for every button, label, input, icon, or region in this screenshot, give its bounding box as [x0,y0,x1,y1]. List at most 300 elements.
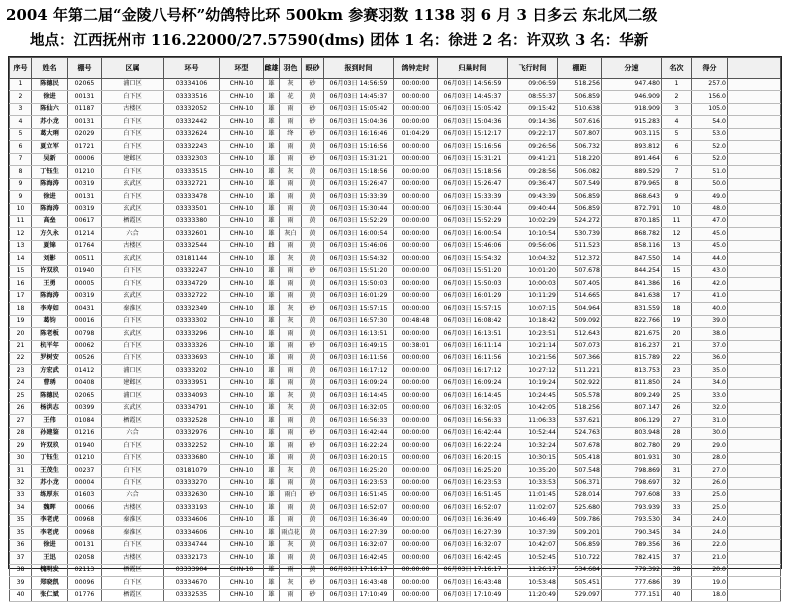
table-cell: 22.0 [692,539,728,551]
table-cell: 06月03日 16:17:12 [438,365,508,377]
table-cell: 陈老板 [32,328,68,340]
table-row [10,427,781,439]
table-cell: 29.0 [692,440,728,452]
table-cell: 06月03日 16:13:51 [324,328,394,340]
table-cell: CHN-10 [220,191,264,203]
table-cell: 03333302 [164,315,220,327]
table-cell: 47.0 [692,215,728,227]
table-cell: 02058 [68,552,102,564]
table-cell: 玄武区 [102,253,164,265]
table-cell: 秦淮区 [102,303,164,315]
table-cell: 868.782 [602,228,662,240]
table-cell: 雄 [264,191,280,203]
table-cell: 灰 [280,465,302,477]
table-cell: 雄 [264,440,280,452]
table-row [10,265,781,277]
table-cell: 11:20:49 [508,589,558,601]
table-cell: 00526 [68,352,102,364]
table-cell: 砂 [302,340,324,352]
table-cell: 44.0 [692,253,728,265]
table-cell: 00131 [68,539,102,551]
table-cell: 507.807 [558,128,602,140]
table-cell: 10:32:24 [508,440,558,452]
table-cell: 00968 [68,527,102,539]
table-cell: 03332976 [164,427,220,439]
table-cell: 798.697 [602,477,662,489]
table-cell: 雨 [280,116,302,128]
table-cell: 45.0 [692,228,728,240]
table-cell: 苏小龙 [32,116,68,128]
table-cell: 雨 [280,589,302,601]
table-cell: 雄 [264,290,280,302]
table-cell: 03332243 [164,141,220,153]
table-cell: 00:00:00 [394,402,438,414]
table-cell: 雨 [280,564,302,576]
table-cell: 00:00:00 [394,427,438,439]
table-cell: 罗树安 [32,352,68,364]
table-cell: CHN-10 [220,141,264,153]
table-cell: 06月03日 15:05:42 [324,103,394,115]
table-row [10,589,781,601]
table-row [10,489,781,501]
table-cell: 10:30:15 [508,452,558,464]
table-cell: 31.0 [692,415,728,427]
table-cell: 27 [662,415,692,427]
table-cell: 06月03日 16:25:20 [438,465,508,477]
table-row [10,564,781,576]
table-cell: 20 [10,328,32,340]
table-cell: CHN-10 [220,240,264,252]
table-cell: 879.965 [602,178,662,190]
table-cell: 32.0 [692,402,728,414]
table-cell: 54.0 [692,116,728,128]
table-cell: 00:00:00 [394,191,438,203]
table-cell: 21 [662,340,692,352]
table-cell: 156.0 [692,91,728,103]
table-cell: 03333193 [164,502,220,514]
table-cell: 509.201 [558,527,602,539]
table-cell: 10:10:54 [508,228,558,240]
table-cell: 00:00:00 [394,577,438,589]
table-cell: 03332630 [164,489,220,501]
table-cell: 48.0 [692,203,728,215]
table-cell: 505.451 [558,577,602,589]
table-cell: 00004 [68,477,102,489]
table-cell: 03333326 [164,340,220,352]
table-cell: 03333380 [164,215,220,227]
table-cell: 雄 [264,228,280,240]
table-row [10,577,781,589]
table-cell: 03333202 [164,365,220,377]
column-header: 鸽钟走时 [394,58,438,79]
table-cell: 00:00:00 [394,352,438,364]
table-cell: 09:41:21 [508,153,558,165]
table-cell: 06月03日 14:45:37 [324,91,394,103]
table-cell: 831.559 [602,303,662,315]
table-cell: 白下区 [102,452,164,464]
table-cell: 徐进 [32,539,68,551]
table-cell: 03333951 [164,377,220,389]
table-row [10,91,781,103]
table-cell: 01721 [68,141,102,153]
table-cell: 06月03日 16:42:45 [438,552,508,564]
table-cell: 01940 [68,440,102,452]
table-cell: 00016 [68,315,102,327]
table-cell: 45.0 [692,240,728,252]
table-cell: 秦淮区 [102,514,164,526]
table-cell: 518.256 [558,79,602,91]
table-cell: 10:19:24 [508,377,558,389]
table-cell: 09:56:06 [508,240,558,252]
table-cell: 36 [10,539,32,551]
table-cell: 03332535 [164,589,220,601]
table-cell: 507.549 [558,178,602,190]
table-row [10,477,781,489]
table-row [10,278,781,290]
table-cell: 雨 [280,328,302,340]
table-row [10,340,781,352]
table-cell: 822.766 [602,315,662,327]
table-cell: 1 [10,79,32,91]
table-cell: 29 [10,440,32,452]
table-cell: 09:14:36 [508,116,558,128]
table-cell: 2 [10,91,32,103]
table-cell: 00131 [68,91,102,103]
table-cell: 33 [662,502,692,514]
table-cell: 816.237 [602,340,662,352]
table-cell: 06月03日 16:08:42 [438,315,508,327]
table-cell: 雄 [264,377,280,389]
table-cell: 53.0 [692,128,728,140]
table-cell: 02065 [68,390,102,402]
table-cell: 06月03日 15:33:39 [438,191,508,203]
table-cell: 雄 [264,427,280,439]
table-cell: 06月03日 16:56:33 [324,415,394,427]
table-cell: 黄 [302,402,324,414]
table-cell: 50.0 [692,178,728,190]
table-cell: 03332349 [164,303,220,315]
table-cell: 30 [10,452,32,464]
table-cell: CHN-10 [220,228,264,240]
table-cell: 809.249 [602,390,662,402]
table-cell: 00:00:00 [394,539,438,551]
table-cell: 王伟 [32,415,68,427]
table-cell: 雄 [264,452,280,464]
table-cell: 06月03日 16:00:54 [324,228,394,240]
table-cell: 栖霞区 [102,415,164,427]
table-row [10,365,781,377]
table-row [10,415,781,427]
table-cell: 雨 [280,290,302,302]
table-cell: 105.0 [692,103,728,115]
table-cell: 雨 [280,352,302,364]
table-cell: 06月03日 16:42:45 [324,552,394,564]
table-cell: 16 [662,278,692,290]
table-cell: 陈海涛 [32,203,68,215]
table-cell: 夏立军 [32,141,68,153]
table-cell: 21.0 [692,552,728,564]
table-cell: 03334606 [164,527,220,539]
table-cell: 陈海涛 [32,290,68,302]
table-cell: 507.678 [558,265,602,277]
column-header: 序号 [10,58,32,79]
table-cell: 孙建鉴 [32,427,68,439]
column-header: 飞行时间 [508,58,558,79]
table-cell: 06月03日 15:50:03 [438,278,508,290]
table-cell: CHN-10 [220,502,264,514]
table-cell: 11 [662,215,692,227]
table-cell: 00:00:00 [394,103,438,115]
table-cell: 524.272 [558,215,602,227]
table-cell: 03332303 [164,153,220,165]
column-header: 环号 [164,58,220,79]
table-cell: 栖霞区 [102,589,164,601]
table-cell: 灰 [280,303,302,315]
table-cell: 许双玖 [32,265,68,277]
table-cell: 22 [10,352,32,364]
table-cell: 雄 [264,340,280,352]
table-cell: 01764 [68,240,102,252]
table-cell: 10:24:45 [508,390,558,402]
table-cell: 03332528 [164,415,220,427]
table-cell: 38 [662,564,692,576]
table-row [10,390,781,402]
table-cell: 891.464 [602,153,662,165]
table-cell: 06月03日 16:27:39 [438,527,508,539]
table-cell: 白下区 [102,315,164,327]
table-cell: 893.812 [602,141,662,153]
table-cell: CHN-10 [220,328,264,340]
table-cell: 黄 [302,365,324,377]
table-cell: 黄 [302,278,324,290]
table-cell: 00:00:00 [394,116,438,128]
table-cell: 528.014 [558,489,602,501]
table-cell: 00:00:00 [394,91,438,103]
table-cell: 10:11:29 [508,290,558,302]
table-cell: 黄 [302,290,324,302]
table-cell: 06月03日 16:14:45 [324,390,394,402]
table-cell: 06月03日 15:04:36 [324,116,394,128]
table-cell: 25 [10,390,32,402]
table-cell: 00:00:00 [394,215,438,227]
table-cell: 506.371 [558,477,602,489]
table-cell: 03334106 [164,79,220,91]
table-cell: 782.415 [602,552,662,564]
table-cell: 丁钰生 [32,452,68,464]
table-cell: 10:52:45 [508,552,558,564]
table-cell: 34 [662,514,692,526]
table-cell: 砂 [302,153,324,165]
table-cell: 雨 [280,365,302,377]
table-cell: 813.753 [602,365,662,377]
table-cell: 雨 [280,103,302,115]
column-header: 雌雄 [264,58,280,79]
table-cell: 06月03日 16:42:44 [324,427,394,439]
table-cell: 雄 [264,477,280,489]
table-cell: 黄 [302,228,324,240]
table-cell: CHN-10 [220,128,264,140]
table-cell: 黄 [302,477,324,489]
table-cell: 26.0 [692,477,728,489]
table-cell: CHN-10 [220,440,264,452]
table-cell: 06月03日 16:57:30 [324,315,394,327]
table-cell: 葛大琍 [32,128,68,140]
table-cell: 00:48:48 [394,315,438,327]
table-cell: 徐进 [32,191,68,203]
table-cell: CHN-10 [220,427,264,439]
table-cell: 00:00:00 [394,79,438,91]
table-cell: 黄 [302,452,324,464]
table-cell: 779.392 [602,564,662,576]
table-cell: CHN-10 [220,552,264,564]
table-cell: 白下区 [102,440,164,452]
table-cell: 高垒 [32,215,68,227]
table-cell: 白下区 [102,352,164,364]
table-cell: 黄 [302,352,324,364]
table-cell: 00005 [68,278,102,290]
table-cell: 白下区 [102,477,164,489]
table-cell: 黄 [302,141,324,153]
table-cell: 06月03日 15:18:56 [324,166,394,178]
table-cell: 38.0 [692,328,728,340]
table-cell: 雨白 [280,489,302,501]
results-sheet [8,56,782,599]
table-cell: 雄 [264,278,280,290]
table-cell: 10 [10,203,32,215]
table-cell: 08:55:37 [508,91,558,103]
table-cell: 03334791 [164,402,220,414]
table-cell: 530.739 [558,228,602,240]
table-cell: 苏小龙 [32,477,68,489]
table-cell: 雨 [280,552,302,564]
table-cell: 506.859 [558,191,602,203]
table-cell: 841.638 [602,290,662,302]
table-cell: 505.418 [558,452,602,464]
table-cell: 砂 [302,116,324,128]
table-cell: 257.0 [692,79,728,91]
table-cell: 12 [662,228,692,240]
table-cell: 00:00:00 [394,415,438,427]
table-cell: 玄武区 [102,402,164,414]
table-cell: 砂 [302,489,324,501]
table-cell: 06月03日 15:26:47 [324,178,394,190]
table-cell: CHN-10 [220,303,264,315]
table-cell: 06月03日 15:26:47 [438,178,508,190]
table-cell: CHN-10 [220,340,264,352]
table-cell: 06月03日 16:43:48 [438,577,508,589]
table-cell: 10:21:14 [508,340,558,352]
table-cell: 514.665 [558,290,602,302]
table-cell: 793.530 [602,514,662,526]
table-cell: CHN-10 [220,589,264,601]
table-cell: 27.0 [692,465,728,477]
table-cell: 雄 [264,215,280,227]
table-cell: 00319 [68,290,102,302]
table-cell: 雄 [264,128,280,140]
table-cell: 雨 [280,514,302,526]
table-cell: 903.115 [602,128,662,140]
table-cell: 雨 [280,340,302,352]
table-cell: 雨 [280,265,302,277]
table-row [10,240,781,252]
table-cell: 03334670 [164,577,220,589]
table-cell: 507.548 [558,465,602,477]
table-cell: 03332442 [164,116,220,128]
table-row [10,153,781,165]
table-cell: 00319 [68,178,102,190]
table-cell: 00:00:00 [394,440,438,452]
table-row [10,440,781,452]
table-row [10,166,781,178]
table-cell: 06月03日 16:52:07 [438,502,508,514]
table-cell: 10 [662,203,692,215]
table-cell: 889.529 [602,166,662,178]
table-cell: 00:00:00 [394,589,438,601]
table-cell: 10:27:12 [508,365,558,377]
table-cell: 白下区 [102,577,164,589]
table-cell: 803.948 [602,427,662,439]
table-cell: CHN-10 [220,489,264,501]
column-header: 名次 [662,58,692,79]
table-cell: 815.789 [602,352,662,364]
table-cell: 06月03日 15:57:15 [438,303,508,315]
table-cell: 529.097 [558,589,602,601]
table-cell: 14 [662,253,692,265]
table-cell: CHN-10 [220,577,264,589]
table-cell: 06月03日 16:56:33 [438,415,508,427]
table-cell: 砂 [302,128,324,140]
table-cell: 06月03日 17:10:49 [438,589,508,601]
table-cell: 00:00:00 [394,178,438,190]
table-cell: 872.791 [602,203,662,215]
table-cell: CHN-10 [220,564,264,576]
table-cell: 09:06:59 [508,79,558,91]
table-row [10,402,781,414]
table-cell: 39 [662,577,692,589]
table-cell: 黄 [302,240,324,252]
report-title: 2004 年第二届“金陵八号杯”幼鸽特比环 500km 参赛羽数 1138 羽 6 月 3 日多云 东北风二级 [6,6,658,24]
table-cell: 518.220 [558,153,602,165]
table-cell: 10:02:29 [508,215,558,227]
table-cell: 浦口区 [102,365,164,377]
table-cell: 37 [10,552,32,564]
table-cell: 49.0 [692,191,728,203]
table-cell: 9 [10,178,32,190]
table-cell: 02065 [68,79,102,91]
table-cell: 黄 [302,178,324,190]
column-header: 棚号 [68,58,102,79]
table-cell: 03333478 [164,191,220,203]
table-cell: 40.0 [692,303,728,315]
table-cell: 曹琇 [32,377,68,389]
table-cell: 915.283 [602,116,662,128]
table-cell: 1 [662,79,692,91]
table-cell: 06月03日 15:51:20 [324,265,394,277]
table-cell: 雄 [264,328,280,340]
table-cell: 绛 [280,128,302,140]
table-cell: 25 [662,390,692,402]
table-cell: CHN-10 [220,352,264,364]
table-cell: 雄 [264,103,280,115]
report-subtitle: 地点：江西抚州市 116.22000/27.57590(dms) 团体 1 名：徐进 2 名：许双玖 3 名：华新 [30,32,649,49]
table-cell: 507.073 [558,340,602,352]
table-cell: 38 [10,564,32,576]
table-cell: CHN-10 [220,91,264,103]
table-cell: 37 [662,552,692,564]
table-cell: 03332544 [164,240,220,252]
table-cell: 雄 [264,502,280,514]
table-cell: 03332601 [164,228,220,240]
